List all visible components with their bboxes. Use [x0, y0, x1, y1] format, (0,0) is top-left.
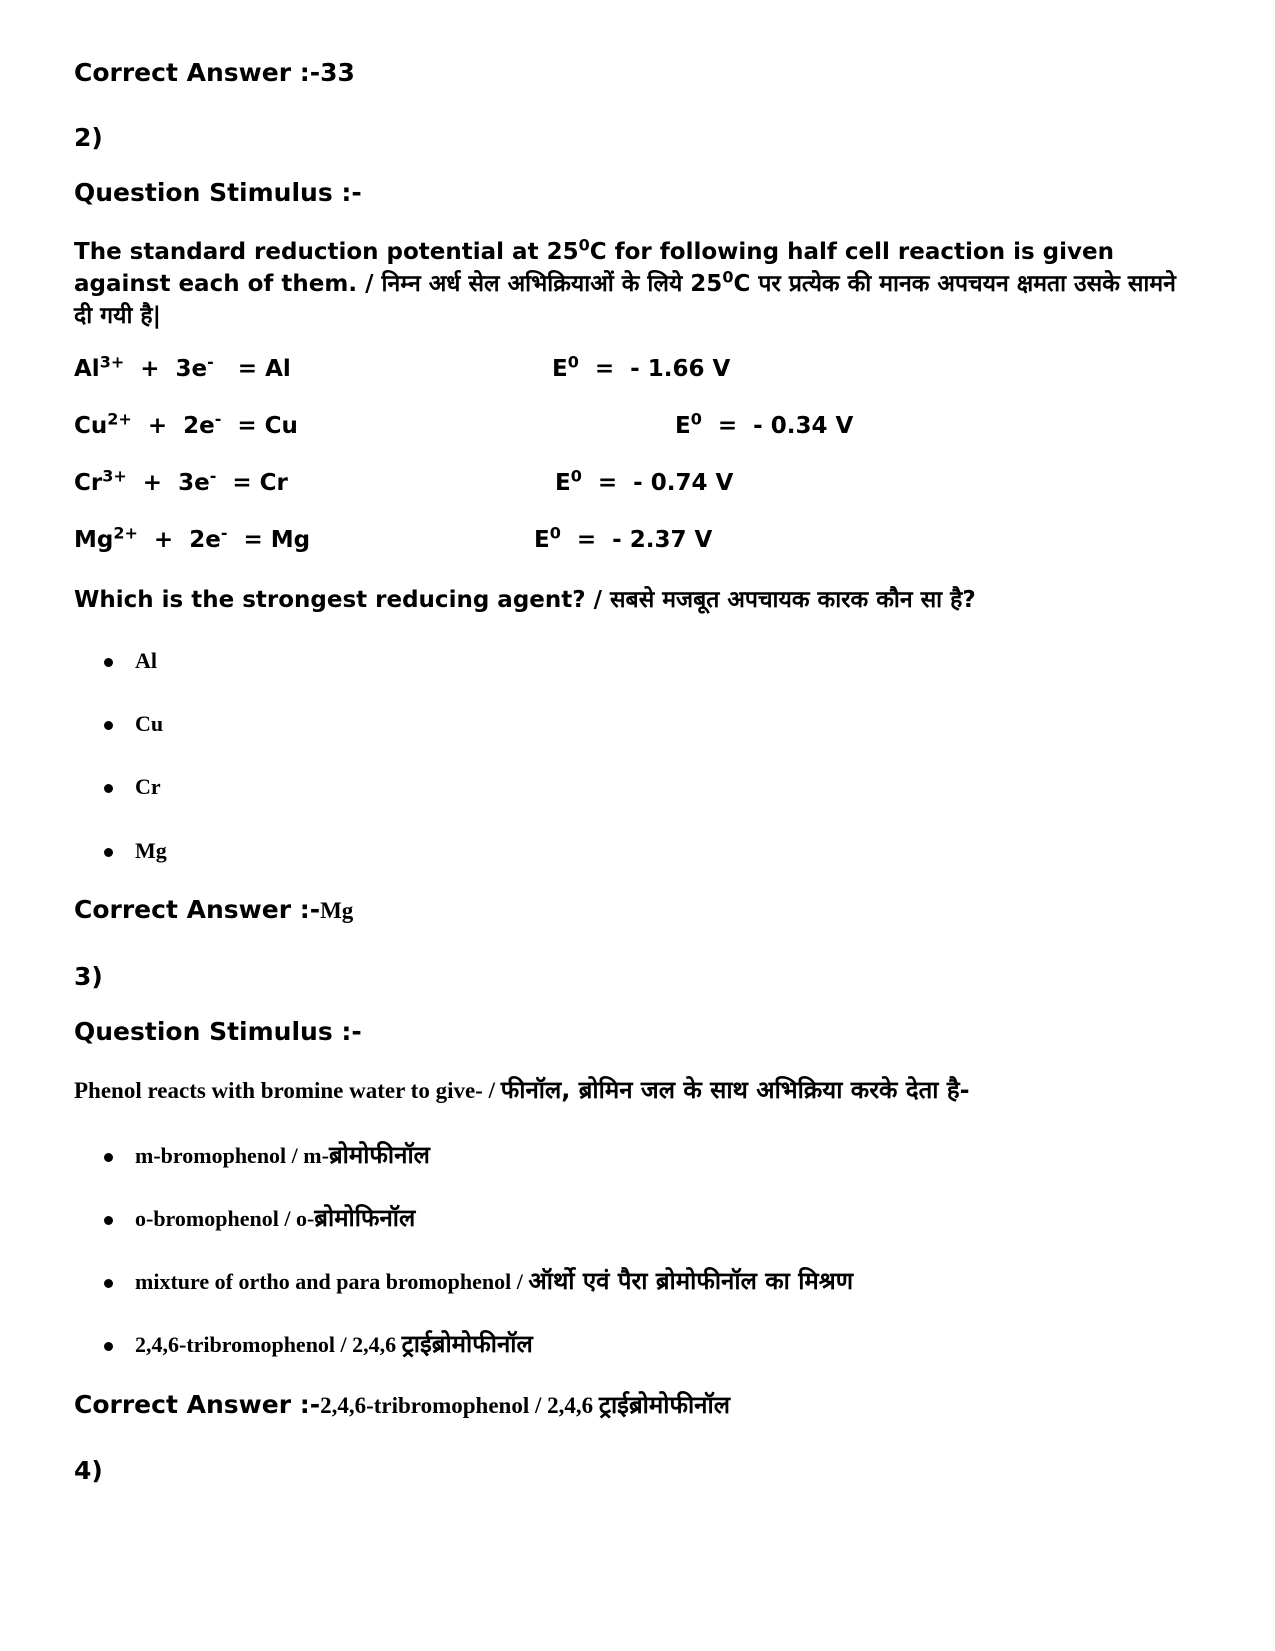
q2-correct-answer — [74, 895, 353, 924]
potential-mg: $E^0$ = - 2.37 V — [534, 523, 713, 553]
q1-correct-answer — [74, 58, 355, 87]
correct-answer-value: Mg — [320, 898, 354, 923]
bullet-icon — [104, 1216, 113, 1225]
q2-option[interactable]: Cr — [104, 774, 161, 800]
correct-answer-value: 33 — [320, 58, 355, 87]
correct-answer-label: Correct Answer :- — [74, 1390, 321, 1419]
potential-cu: $E^0$ = - 0.34 V — [675, 409, 854, 439]
q4-number: 4) — [74, 1456, 103, 1485]
q3-correct-answer: Correct Answer :-2,4,6-tribromophenol / 2,4,6 ट्राईब्रोमोफीनॉल — [74, 1390, 730, 1419]
q3-option[interactable]: m-bromophenol / m-ब्रोमोफीनॉल — [104, 1138, 430, 1171]
bullet-icon — [104, 1342, 113, 1351]
q2-intro-text: The standard reduction potential at $25^0C$ for following half cell reaction is given against each of them. / निम्न अर्ध सेल अभिक्रियाओं के लिये $25^0C$ पर प्रत्येक की मानक अपचयन क्षमता उसके सामने दी गयी है| — [74, 235, 1176, 329]
q2-number: 2) — [74, 123, 103, 152]
bullet-icon — [104, 1279, 113, 1288]
q2-stimulus-label: Question Stimulus :- — [74, 178, 362, 207]
correct-answer-label: Correct Answer :- — [74, 58, 321, 87]
q2-option[interactable]: Al — [104, 648, 157, 674]
bullet-icon — [104, 784, 113, 793]
bullet-icon — [104, 721, 113, 730]
q3-option[interactable]: o-bromophenol / o-ब्रोमोफिनॉल — [104, 1201, 415, 1234]
potential-al: $E^0$ = - 1.66 V — [552, 352, 731, 382]
potential-cr: $E^0$ = - 0.74 V — [555, 466, 734, 496]
reaction-mg: $Mg^{2+} + 2e^- = Mg$ — [74, 523, 311, 553]
q3-option[interactable]: 2,4,6-tribromophenol / 2,4,6 ट्राईब्रोमोफीनॉल — [104, 1327, 533, 1360]
q2-option[interactable]: Cu — [104, 711, 163, 737]
reaction-al: $Al^{3+} + 3e^- = Al$ — [74, 352, 291, 382]
reaction-cr: $Cr^{3+} + 3e^- = Cr$ — [74, 466, 288, 496]
q3-question: Phenol reacts with bromine water to give- / फीनॉल, ब्रोमिन जल के साथ अभिक्रिया करके देता है- — [74, 1076, 970, 1104]
q3-stimulus-label: Question Stimulus :- — [74, 1017, 362, 1046]
bullet-icon — [104, 848, 113, 857]
bullet-icon — [104, 658, 113, 667]
correct-answer-label: Correct Answer :- — [74, 895, 321, 924]
q2-option[interactable]: Mg — [104, 838, 167, 864]
q2-question: Which is the strongest reducing agent? / सबसे मजबूत अपचायक कारक कौन सा है? — [74, 587, 976, 613]
q3-number: 3) — [74, 962, 103, 991]
correct-answer-value: 2,4,6-tribromophenol / 2,4,6 — [320, 1393, 599, 1418]
reaction-cu: $Cu^{2+} + 2e^- = Cu$ — [74, 409, 298, 439]
bullet-icon — [104, 1153, 113, 1162]
q3-option[interactable]: mixture of ortho and para bromophenol / ऑर्थो एवं पैरा ब्रोमोफीनॉल का मिश्रण — [104, 1264, 853, 1297]
